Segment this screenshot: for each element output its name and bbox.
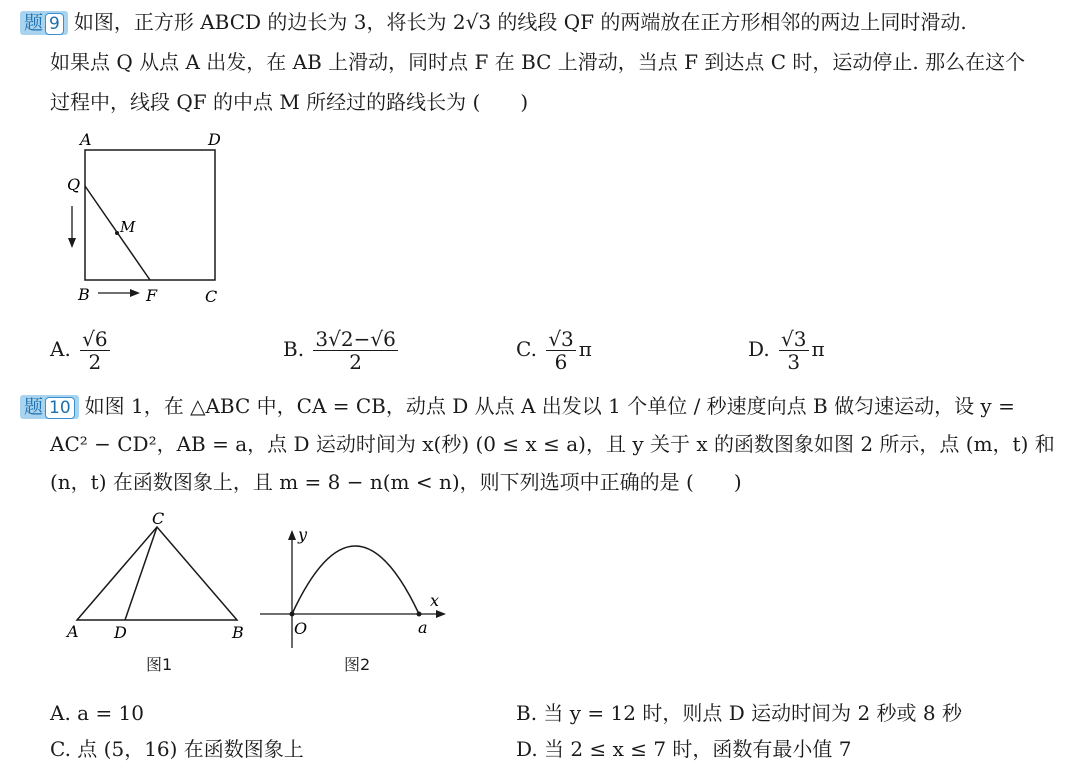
- q10-fig1-label-C: C: [152, 510, 165, 528]
- q9-badge: 题 9: [20, 11, 68, 35]
- q9-label-B: B: [78, 285, 90, 304]
- q9-square-figure: [60, 128, 240, 308]
- q10-fig2-label-x: x: [430, 591, 440, 610]
- q10-fig2-label-O: O: [294, 619, 308, 638]
- q10-fig1-label-A: A: [67, 622, 79, 640]
- q10-badge: 题 10: [20, 395, 79, 419]
- q9-option-b[interactable]: B. $\frac{3√2-√6}{2}$: [283, 327, 396, 374]
- q9-option-a[interactable]: A. $\frac{√6}{2}$: [50, 327, 108, 374]
- q10-fig1-label-B: B: [232, 623, 244, 640]
- q10-fig1-caption: 图1: [146, 655, 173, 674]
- q9-label-Q: Q: [67, 175, 81, 194]
- q9-label-A: A: [80, 130, 92, 149]
- q10-option-b[interactable]: B. 当 y = 12 时，则点 D 运动时间为 2 秒或 8 秒: [516, 701, 962, 725]
- q9-label-M: M: [120, 218, 136, 236]
- q9-stem-line2: 如果点 Q 从点 A 出发，在 AB 上滑动，同时点 F 在 BC 上滑动，当点 F 到达点 C 时，运动停止. 那么在这个: [50, 50, 1026, 74]
- q9-option-c[interactable]: C. $\frac{√3}{6}$ π: [516, 327, 592, 374]
- q10-figure1-triangle: [62, 510, 252, 640]
- q10-figure2-graph: [258, 520, 458, 655]
- q9-label-C: C: [205, 287, 218, 306]
- q9-label-D: D: [208, 130, 221, 149]
- q10-stem-line1: 题 10 如图 1，在 △ABC 中，CA = CB，动点 D 从点 A 出发以 1 个单位 / 秒速度向点 B 做匀速运动，设 y =: [20, 392, 1015, 420]
- q10-stem-line2: AC² − CD²，AB = a，点 D 运动时间为 x(秒) (0 ≤ x ≤ a)，且 y 关于 x 的函数图象如图 2 所示，点 (m，t) 和: [50, 432, 1055, 456]
- q10-option-a[interactable]: A. a = 10: [50, 701, 145, 725]
- q9-option-d[interactable]: D. $\frac{√3}{3}$ π: [748, 327, 825, 374]
- q10-fig2-label-a: a: [418, 618, 428, 637]
- q10-stem-line3: (n，t) 在函数图象上，且 m = 8 − n(m < n)，则下列选项中正确的是 ( ): [50, 470, 742, 494]
- q10-fig1-label-D: D: [114, 623, 127, 640]
- q10-fig2-caption: 图2: [344, 655, 371, 674]
- q9-stem-line1: 题 9 如图，正方形 ABCD 的边长为 3，将长为 2√3 的线段 QF 的两端放在正方形相邻的两边上同时滑动.: [20, 8, 967, 36]
- q10-option-d[interactable]: D. 当 2 ≤ x ≤ 7 时，函数有最小值 7: [516, 737, 852, 761]
- q9-label-F: F: [146, 286, 158, 305]
- q10-option-c[interactable]: C. 点 (5，16) 在函数图象上: [50, 737, 304, 761]
- q9-stem-line3: 过程中，线段 QF 的中点 M 所经过的路线长为 ( ): [50, 90, 529, 114]
- q10-fig2-label-y: y: [298, 525, 308, 544]
